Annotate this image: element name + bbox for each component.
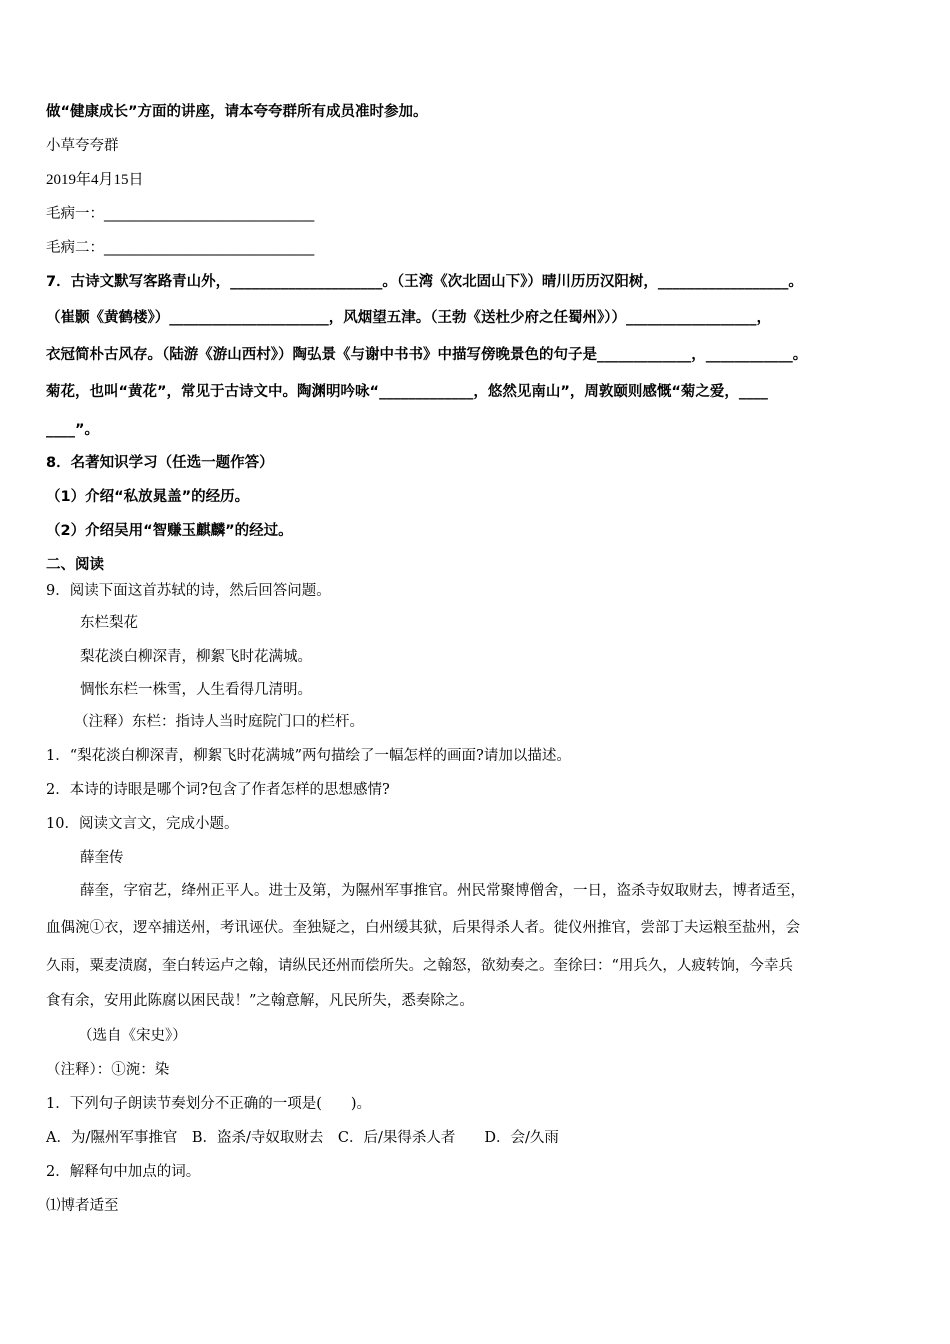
text-line: 1．“梨花淡白柳深青，柳絮飞时花满城”两句描绘了一幅怎样的画面?请加以描述。 [46,748,571,764]
text-line: （崔颢《黄鹤楼》）______________________，风烟望五津。（王勃《送杜少府之任蜀州》））__________________， [46,310,771,326]
text-line: （2）介绍吴用“智赚玉麒麟”的经过。 [46,523,293,539]
passage-title: 薛奎传 [80,850,124,866]
text-line: 2019年4月15日 [46,172,144,188]
text-line: 2．本诗的诗眼是哪个词?包含了作者怎样的思想感情? [46,782,390,798]
text-line: 1．下列句子朗读节奏划分不正确的一项是( )。 [46,1096,372,1112]
text-line: 毛病一：_____________________________ [46,206,315,222]
passage-line: 久雨，粟麦渍腐，奎白转运卢之翰，请纵民还州而偿所失。之翰怒，欲劾奏之。奎徐曰：“用兵久，人疲转饷，今幸兵 [46,958,793,974]
text-line: 做“健康成长”方面的讲座，请本夸夸群所有成员准时参加。 [46,104,428,120]
text-line: ____”。 [46,422,100,438]
text-line: 小草夸夸群 [46,138,119,154]
poem-note: （注释）东栏：指诗人当时庭院门口的栏杆。 [74,714,364,730]
section-heading: 二、阅读 [46,557,104,573]
text-line: ⑴博者适至 [46,1198,119,1214]
text-line: （1）介绍“私放晁盖”的经历。 [46,489,250,505]
poem-line: 惆怅东栏一株雪，人生看得几清明。 [80,682,312,698]
poem-line: 梨花淡白柳深青，柳絮飞时花满城。 [80,649,312,665]
question-8: 8．名著知识学习（任选一题作答） [46,455,274,471]
question-9: 9．阅读下面这首苏轼的诗，然后回答问题。 [46,583,331,599]
question-7: 7．古诗文默写客路青山外，_____________________。（王湾《次北固山下》）晴川历历汉阳树，__________________。 [46,274,803,290]
text-line: 衣冠简朴古风存。（陆游《游山西村》）陶弘景《与谢中书书》中描写傍晚景色的句子是_____________，____________。 [46,347,808,363]
options-line: A．为/隰州军事推官 B．盗杀/寺奴取财去 C．后/果得杀人者 D．会/久雨 [46,1130,559,1146]
passage-note: （注释）：①涴：染 [46,1062,170,1078]
passage-source: （选自《宋史》） [78,1028,187,1044]
text-line: 菊花，也叫“黄花”，常见于古诗文中。陶渊明吟咏“_____________，悠然见南山”，周敦颐则感慨“菊之爱，____ [46,384,768,400]
poem-title: 东栏梨花 [80,615,138,631]
passage-line: 食有余，安用此陈腐以困民哉！”之翰意解，凡民所失，悉奏除之。 [46,993,474,1009]
question-10: 10．阅读文言文，完成小题。 [46,816,239,832]
text-line: 毛病二：_____________________________ [46,240,315,256]
passage-line: 薛奎，字宿艺，绛州正平人。进士及第，为隰州军事推官。州民常聚博僧舍，一日，盗杀寺奴取财去，博者适至， [80,883,805,899]
text-line: 2．解释句中加点的词。 [46,1164,201,1180]
passage-line: 血偶涴①衣，逻卒捕送州，考讯诬伏。奎独疑之，白州缓其狱，后果得杀人者。徙仪州推官，尝部丁夫运粮至盐州，会 [46,920,800,936]
